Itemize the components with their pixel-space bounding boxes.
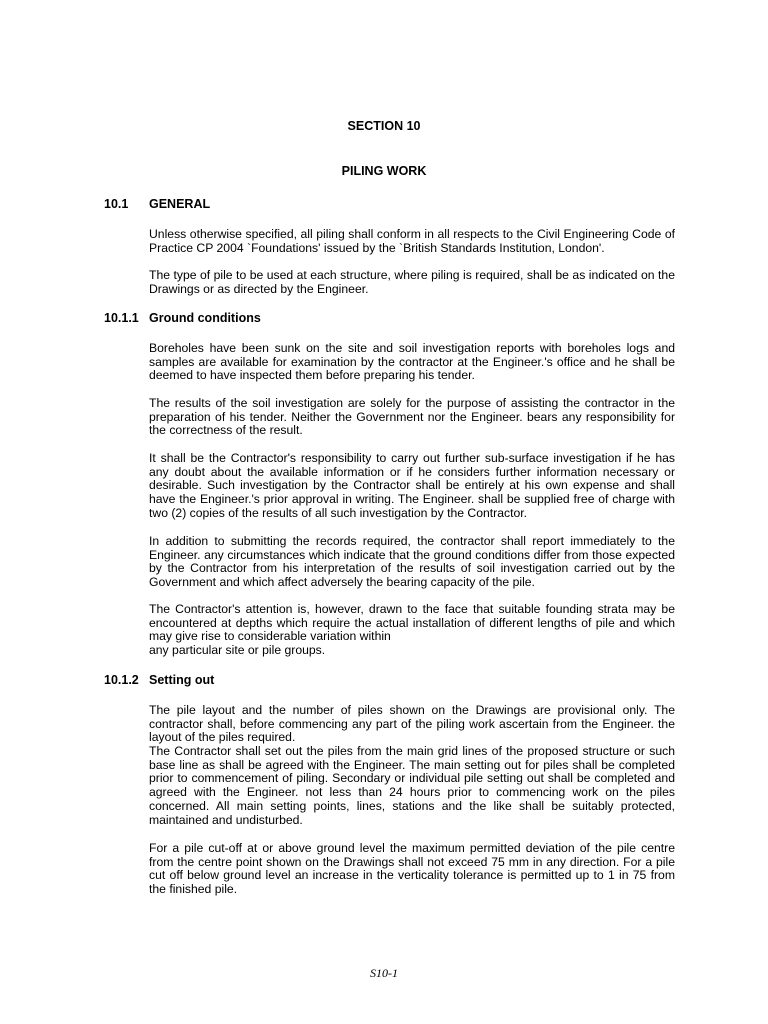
section-label: SECTION 10 <box>347 119 421 133</box>
paragraph-text: The Contractor shall set out the piles from the main grid lines of the proposed structure or such base line as shall be agreed with the Engineer. The main setting out for piles shall be completed prior to commencement of piling. Secondary or individual pile setting out shall be completed and agreed with the Engineer. not less than 24 hours prior to commencing work on the piles concerned. All main setting points, lines, stations and the like shall be suitably protected, maintained and undisturbed. <box>149 744 675 827</box>
heading-title: Ground conditions <box>149 311 261 325</box>
paragraph-text: The pile layout and the number of piles shown on the Drawings are provisional only. The contractor shall, before commencing any part of the piling work ascertain from the Engineer. the layout of the piles required. <box>149 703 675 745</box>
paragraph-setting-2 <box>149 745 675 827</box>
paragraph-text: In addition to submitting the records required, the contractor shall report immediately to the Engineer. any circumstances which indicate that the ground conditions differ from those expected by the Contractor from his interpretation of the results of soil investigation carried out by the Government and which affect adversely the bearing capacity of the pile. <box>149 534 675 590</box>
heading-title: Setting out <box>149 673 215 687</box>
paragraph-text: The type of pile to be used at each structure, where piling is required, shall be as indicated on the Drawings or as directed by the Engineer. <box>149 268 675 296</box>
heading-setting-out <box>104 673 214 687</box>
paragraph-ground-4 <box>149 535 675 590</box>
paragraph-ground-1 <box>149 342 675 383</box>
paragraph-setting-1 <box>149 704 675 745</box>
paragraph-text: For a pile cut-off at or above ground level the maximum permitted deviation of the pile centre from the centre point shown on the Drawings shall not exceed 75 mm in any direction. For a pile cut off below ground level an increase in the verticality tolerance is permitted up to 1 in 75 from the finished pile. <box>149 841 675 897</box>
paragraph-general-2 <box>149 269 675 296</box>
paragraph-ground-5 <box>149 603 675 658</box>
paragraph-text: Unless otherwise specified, all piling shall conform in all respects to the Civil Engineering Code of Practice CP 2004 `Foundations' issued by the `British Standards Institution, London'. <box>149 227 675 255</box>
heading-number: 10.1 <box>104 197 129 211</box>
section-name: PILING WORK <box>341 164 427 178</box>
paragraph-general-1 <box>149 228 675 255</box>
paragraph-text-continued: any particular site or pile groups. <box>149 643 326 658</box>
paragraph-text: It shall be the Contractor's responsibility to carry out further sub-surface investigation if he has any doubt about the available information or if he considers further information necessary or desirable. Such investigation by the Contractor shall be entirely at his own expense and shall have the Engineer.'s prior approval in writing. The Engineer. shall be supplied free of charge with two (2) copies of the results of all such investigation by the Contractor. <box>149 451 675 520</box>
heading-number: 10.1.2 <box>104 673 139 687</box>
paragraph-text: The Contractor's attention is, however, drawn to the face that suitable founding strata may be encountered at depths which require the actual installation of different lengths of pile and which may give rise to considerable variation within <box>149 602 675 644</box>
paragraph-setting-3 <box>149 842 675 897</box>
paragraph-ground-2 <box>149 397 675 438</box>
heading-number: 10.1.1 <box>104 311 139 325</box>
page-footer: S10-1 <box>370 966 398 980</box>
paragraph-ground-3 <box>149 452 675 521</box>
heading-ground-conditions <box>104 311 261 325</box>
paragraph-text: The results of the soil investigation are solely for the purpose of assisting the contractor in the preparation of his tender. Neither the Government nor the Engineer. bears any responsibility for the correctness of the result. <box>149 396 675 438</box>
heading-title: GENERAL <box>149 197 211 211</box>
heading-general <box>104 197 210 211</box>
paragraph-text: Boreholes have been sunk on the site and soil investigation reports with boreholes logs and samples are available for examination by the contractor at the Engineer.'s office and he shall be deemed to have inspected them before preparing his tender. <box>149 341 675 383</box>
